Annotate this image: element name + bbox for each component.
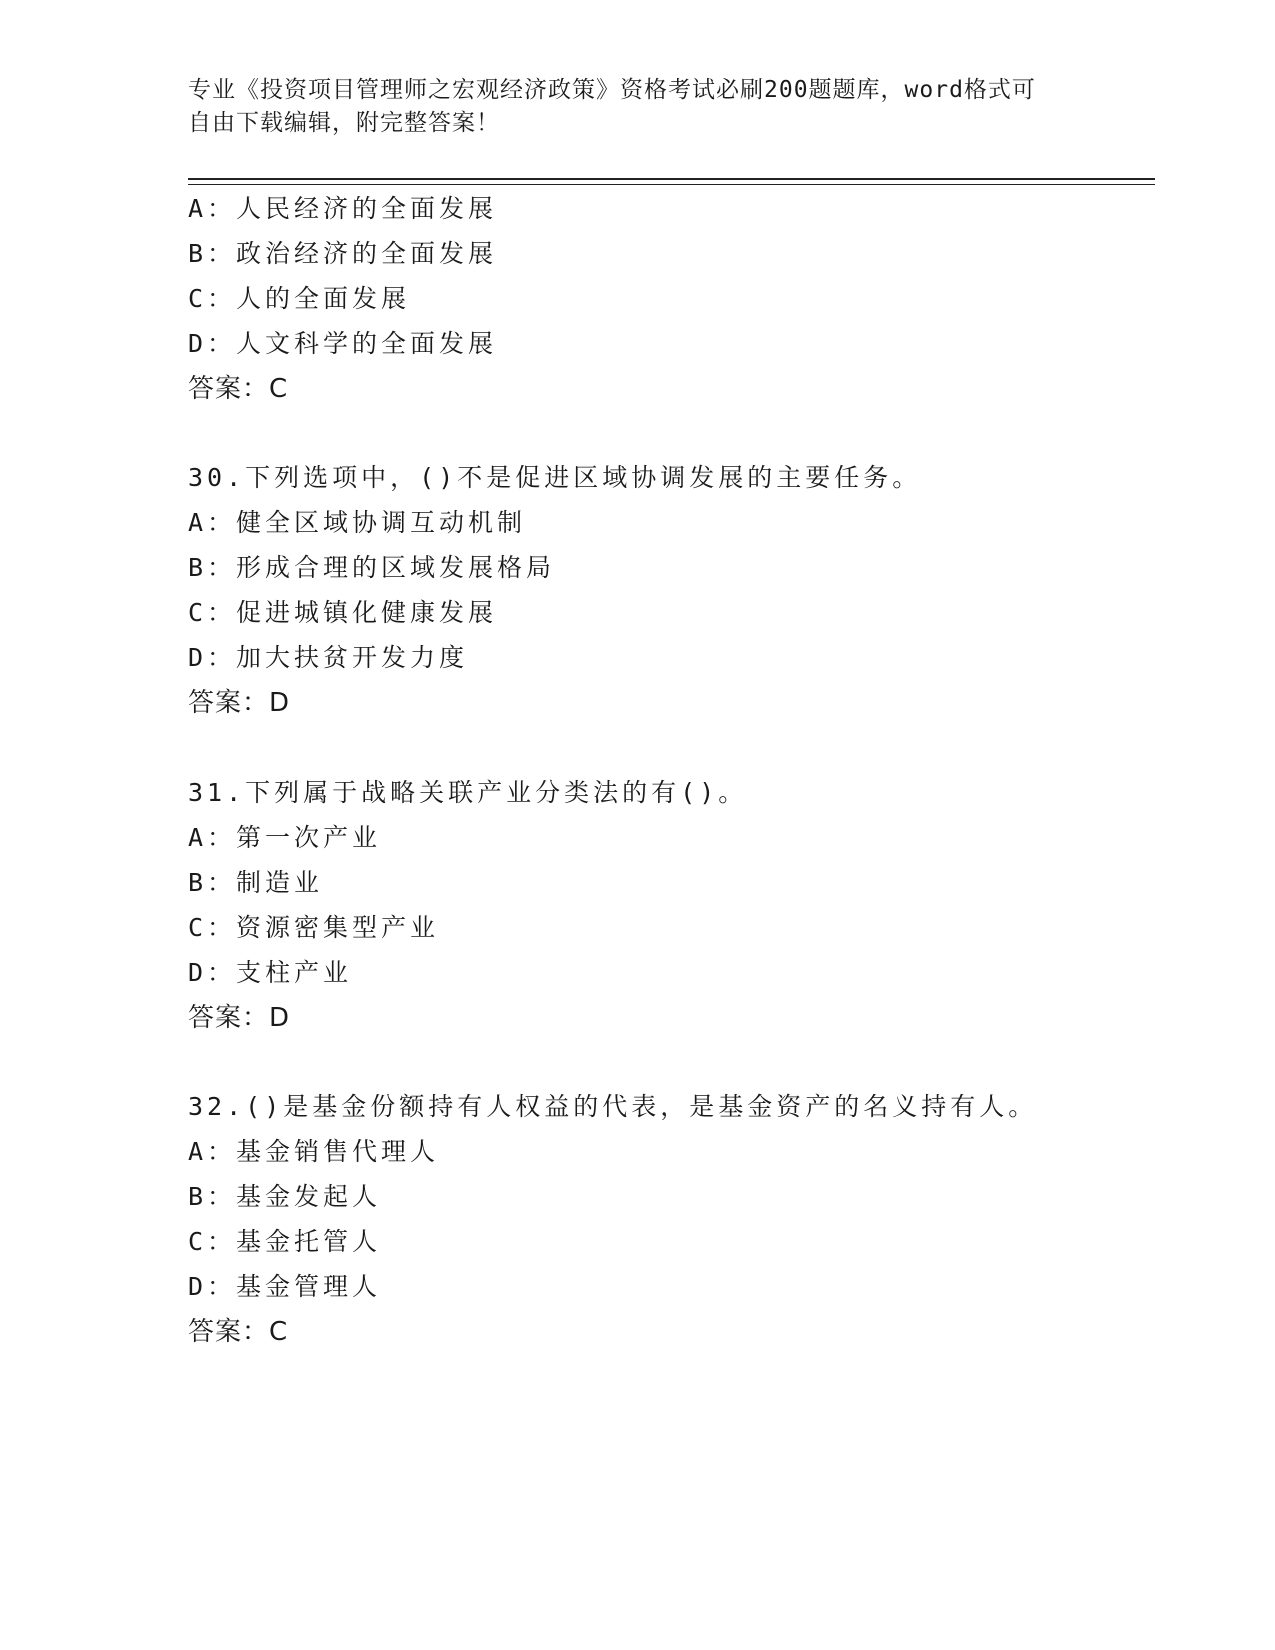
header-line-1: 专业《投资项目管理师之宏观经济政策》资格考试必刷200题题库，word格式可 (188, 77, 1036, 103)
q29-answer: 答案：C (188, 374, 289, 404)
q29-option-a: A：人民经济的全面发展 (188, 194, 498, 223)
q30-question: 30.下列选项中，()不是促进区域协调发展的主要任务。 (188, 463, 922, 492)
q29-option-c: C：人的全面发展 (188, 284, 411, 313)
q31-option-c: C：资源密集型产业 (188, 913, 440, 942)
q32-option-c: C：基金托管人 (188, 1227, 382, 1256)
q32-option-d: D：基金管理人 (188, 1272, 382, 1301)
q32-option-b: B：基金发起人 (188, 1182, 382, 1211)
q30-option-d: D：加大扶贫开发力度 (188, 643, 469, 672)
q31-question: 31.下列属于战略关联产业分类法的有()。 (188, 778, 748, 807)
q29-option-b: B：政治经济的全面发展 (188, 239, 498, 268)
q32-answer: 答案：C (188, 1317, 289, 1347)
q30-option-a: A：健全区域协调互动机制 (188, 508, 527, 537)
q31-option-a: A：第一次产业 (188, 823, 382, 852)
q30-option-b: B：形成合理的区域发展格局 (188, 553, 556, 582)
header-line-2: 自由下载编辑，附完整答案！ (188, 110, 500, 136)
q32-option-a: A：基金销售代理人 (188, 1137, 440, 1166)
document-header (188, 74, 1078, 140)
q31-option-b: B：制造业 (188, 868, 324, 897)
q30-answer: 答案：D (188, 688, 291, 718)
q32-question: 32.()是基金份额持有人权益的代表，是基金资产的名义持有人。 (188, 1092, 1038, 1121)
q30-option-c: C：促进城镇化健康发展 (188, 598, 498, 627)
header-rule-thick (188, 178, 1155, 180)
header-rule-thin (188, 184, 1155, 185)
q31-answer: 答案：D (188, 1003, 291, 1033)
q31-option-d: D：支柱产业 (188, 958, 353, 987)
q29-option-d: D：人文科学的全面发展 (188, 329, 498, 358)
